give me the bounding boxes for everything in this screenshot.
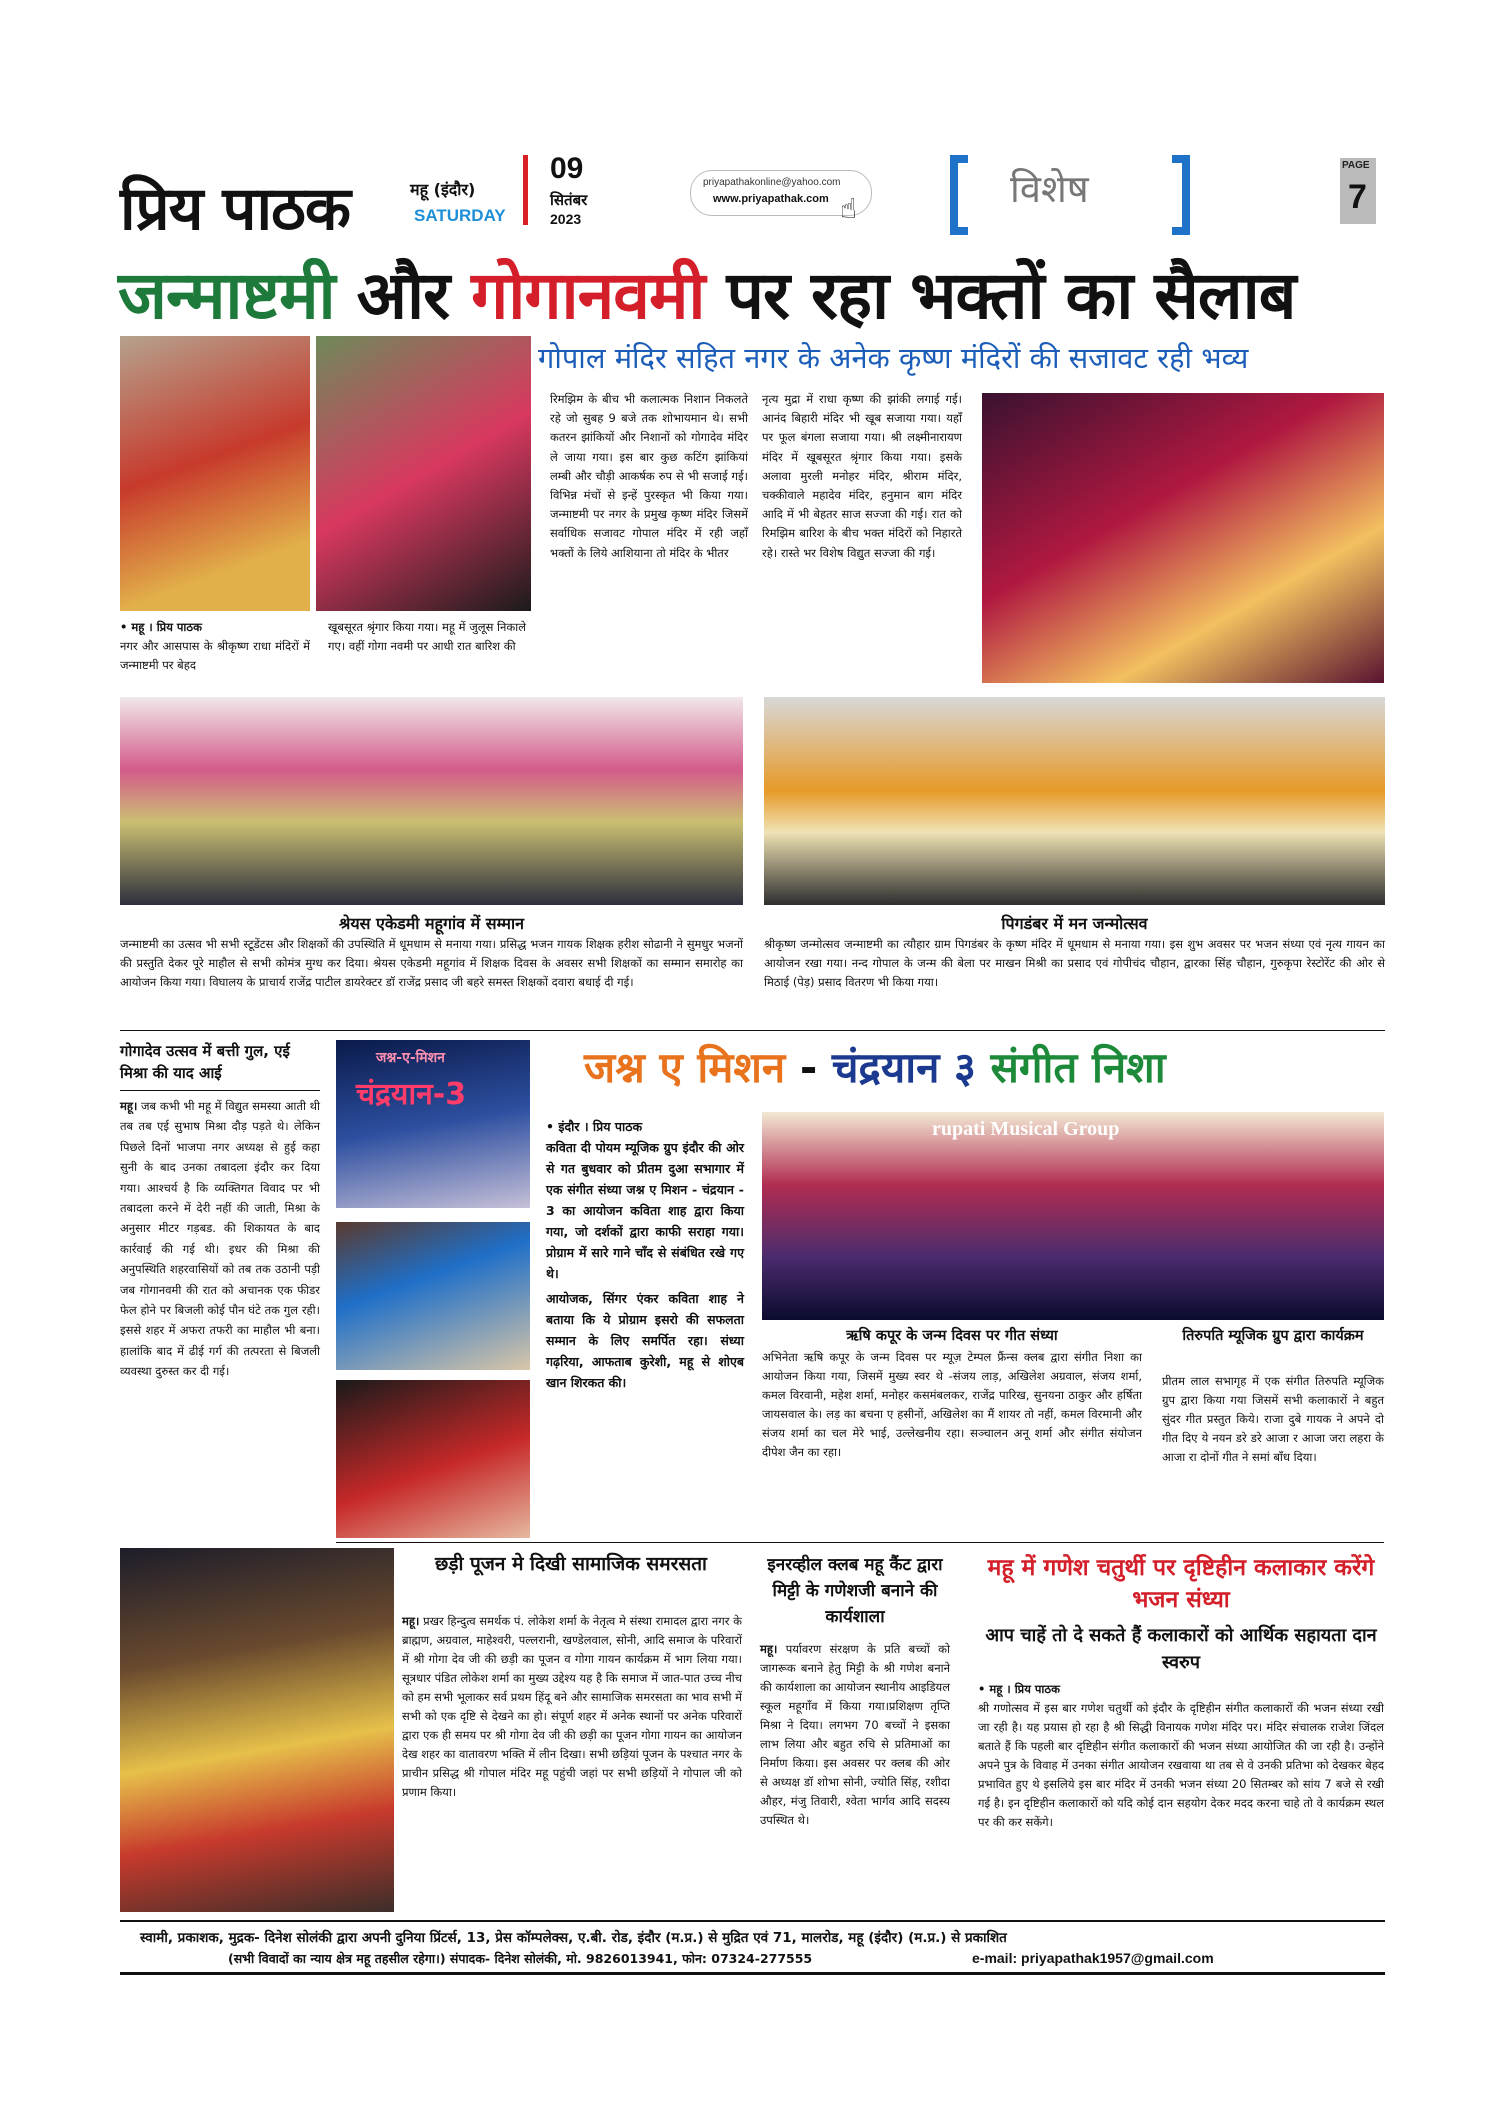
- concert-body-1: कविता दी पोयम म्यूजिक ग्रुप इंदौर की ओर से गत बुधवार को प्रीतम दुआ सभागार में एक संगीत संध्या जश्न ए मिशन - चंद्रयान - 3 का आयोजन कविता शाह द्वारा किया गया, जो दर्शकों द्वारा काफी सराहा गया। प्रोग्राम में सारे गाने चाँद से संबंधित रखे गए थे।: [546, 1140, 744, 1281]
- poster-line-2: चंद्रयान-3: [356, 1077, 467, 1112]
- contact-website: www.priyapathak.com: [713, 193, 829, 205]
- innerwheel-body: पर्यावरण संरक्षण के प्रति बच्चों को जागरूक बनाने हेतु मिट्टी के श्री गणेश बनाने की कार्यशाला का आयोजन स्थानीय आइडियल स्कूल महूगाँव में किया गया।प्रशिक्षण तृप्ति मिश्रा ने दिया। लगभग 70 बच्चों ने इसका लाभ लिया और बहुत रुचि से प्रतिमाओं का निर्माण किया। इस अवसर पर क्लब की ओर से अध्यक्ष डॉ शोभा सोनी, ज्योति सिंह, रशीदा औहर, मंजु तिवारी, श्वेता भार्गव आदि सदस्य उपस्थित थे।: [760, 1642, 950, 1827]
- page-number: 7: [1348, 178, 1367, 216]
- janmashtami-subhead: गोपाल मंदिर सहित नगर के अनेक कृष्ण मंदिरों की सजावट रही भव्य: [538, 341, 1249, 375]
- innerwheel-lead: महू।: [760, 1642, 778, 1656]
- janmashtami-col-1-text: नगर और आसपास के श्रीकृष्ण राधा मंदिरों में जन्माष्टमी पर बेहद: [120, 639, 310, 673]
- gogadev-lead: महू।: [120, 1099, 138, 1113]
- headline-part-and: और: [334, 257, 472, 334]
- edition-day: SATURDAY: [414, 206, 506, 225]
- gogadev-rule: [120, 1090, 320, 1091]
- chhadi-title: छड़ी पूजन मे दिखी सामाजिक समरसता: [435, 1553, 707, 1575]
- concert-title-dash: -: [785, 1043, 832, 1092]
- janmashtami-col-3: रिमझिम के बीच भी कलात्मक निशान निकलते रहे जो सुबह 9 बजे तक शोभायमान थे। सभी कतरन झांकियों और निशानों को गोगादेव मंदिर ले जाया गया। इस बार कुछ कटिंग झांकियां लम्बी और चौड़ी आकर्षक रुप से भी सजाई गई। विभिन्न मंचों से इन्हें पुरस्कृत भी किया गया। जन्माष्टमी पर नगर के प्रमुख कृष्ण मंदिर जिसमें सर्वाधिक सजावट गोपाल मंदिर में रही जहाँ भक्तों के लिये आशियाना तो मंदिर के भीतर: [550, 392, 748, 560]
- chhadi-body: प्रखर हिन्दुत्व समर्थक पं. लोकेश शर्मा के नेतृत्व मे संस्था रामादल द्वारा नगर के ब्राह्मण, अग्रवाल, माहेश्वरी, पल्लरानी, खण्डेलवाल, सोनी, आदि समाज के परिवारों में श्री गोगा देव जी की छड़ी का पूजन व गोगा गायन कार्यक्रम में भाग लिया गया। सूत्रधार पंडित लोकेश शर्मा का मुख्य उद्देश्य यह है कि समाज में जात-पात उच्च नीच को हम सभी भूलाकर सर्व प्रथम हिंदू बने और सामाजिक समरसता का भाव सभी में सभी को एक दृष्टि से देखने का हो। संपूर्ण शहर में अनेक स्थानों पर अनेक परिवारों द्वारा एक ही समय पर श्री गोगा देव जी की छड़ी का पूजन गोगा गायन का आयोजन देख शहर का वातावरण भक्ति में लीन दिखा। सभी छड़ियां पूजन के पश्चात नगर के प्राचीन प्रसिद्ध श्री गोपाल मंदिर महू पहुंची जहां पर सभी छड़ियों ने गोपाल जी को प्रणाम किया।: [402, 1614, 742, 1799]
- headline-part-rest: पर रहा भक्तों का सैलाब: [704, 257, 1296, 334]
- janmashtami-col-4: नृत्य मुद्रा में राधा कृष्ण की झांकी लगाई गई। आनंद बिहारी मंदिर भी खूब सजाया गया। यहाँ पर फूल बंगला सजाया गया। श्री लक्ष्मीनारायण मंदिर में खूबसूरत श्रृंगार किया गया। इसके अलावा मुरली मनोहर मंदिर, श्रीराम मंदिर, चक्कीवाले महादेव मंदिर, हनुमान बाग मंदिर आदि में भी बेहतर साज सज्जा की गई। रात को रिमझिम बारिश के बीच भक्त मंदिरों को निहारते रहे। रास्ते भर विशेष विद्युत सज्जा की गई।: [762, 392, 962, 560]
- concert-title-chandrayaan: चंद्रयान ३: [831, 1043, 976, 1092]
- innerwheel-title: इनरव्हील क्लब महू कैंट द्वारा मिट्टी के गणेशजी बनाने की कार्यशाला: [767, 1555, 943, 1627]
- photo-tirupati-group: [762, 1112, 1384, 1320]
- photo-mother-child-krishna: [316, 336, 531, 611]
- rishi-text: अभिनेता ऋषि कपूर के जन्म दिवस पर म्यूज़ टेम्पल फ्रैंन्स क्लब द्वारा संगीत निशा का आयोजन किया गया, जिसमें मुख्य स्वर थे -संजय लाड़, अखिलेश अग्रवाल, संजय शर्मा, कमल विरवानी, महेश शर्मा, मनोहर कसमंबलकर, राजेंद्र पारिख, सुनयना ठाकुर और हर्षिता जायसवाल के। लड़ का बचना ए हसीनों, अखिलेश का मैं शायर तो नहीं, कमल विरमानी और संजय शर्मा का चल मेरे भाई, उल्लेखनीय रहा। सञ्चालन अनू शर्मा और संगीत संयोजन दीपेश जैन का रहा।: [762, 1350, 1142, 1459]
- ganesh-text-block: [978, 1680, 1384, 1832]
- ganesh-dateline: • महू । प्रिय पाठक: [978, 1682, 1060, 1696]
- banner-text: rupati Musical Group: [932, 1118, 1120, 1140]
- divider-row-4: [336, 1542, 1384, 1543]
- headline-part-goganavami: गोगानवमी: [471, 257, 705, 334]
- rishi-title: ऋषि कपूर के जन्म दिवस पर गीत संध्या: [846, 1328, 1058, 1344]
- photo-pigdambar-celebration: [764, 697, 1385, 905]
- footer-email: e-mail: priyapathak1957@gmail.com: [972, 1950, 1214, 1966]
- section-bracket-left: [950, 155, 968, 235]
- photo-child-krishna: [120, 336, 310, 611]
- edition-date-month: सितंबर: [550, 191, 588, 209]
- page-label: PAGE: [1342, 160, 1370, 171]
- section-name: विशेष: [1010, 167, 1089, 211]
- poster-line-1: जश्न-ए-मिशन: [376, 1050, 445, 1066]
- footer-editor-line: (सभी विवादों का न्याय क्षेत्र महू तहसील रहेगा।) संपादक- दिनेश सोलंकी, मो. 9826013941, फोन: 07324-277555: [228, 1951, 813, 1966]
- contact-email: priyapathakonline@yahoo.com: [703, 177, 841, 188]
- innerwheel-text: [760, 1640, 950, 1830]
- gogadev-body: जब कभी भी महू में विद्युत समस्या आती थी तब तब एई सुभाष मिश्रा दौड़ पड़ते थे। लेकिन पिछले दिनों भाजपा नगर अध्यक्ष से हुई कहा सुनी के बाद उनका तबादला इंदौर कर दिया गया। आश्चर्य है कि व्यक्तिगत विवाद पर भी तबादला करने में देरी नहीं की जाती, मिश्रा के अनुसार मीटर गड़बड. की शिकायत के बाद कार्रवाई की गई थी। इधर की मिश्रा की अनुपस्थिति शहरवासियों को तब तक उठानी पड़ी जब गोगानवमी की रात को अचानक एक फीडर फेल होने पर बिजली कोई पौन घंटे तक गुल रही। इससे शहर में अफरा तफरी का माहौल भी बना। हालांकि बाद में ढीई गर्ग की तत्परता से बिजली व्यवस्था दुरुस्त कर दी गई।: [120, 1099, 320, 1379]
- janmashtami-dateline: • महू । प्रिय पाठक: [120, 620, 202, 634]
- photo-chhadi-puja: [120, 1548, 394, 1912]
- shreyas-text: जन्माष्टमी का उत्सव भी सभी स्टूडेंटस और शिक्षकों की उपस्थिति में धूमधाम से मनाया गया। प्रसिद्ध भजन गायक शिक्षक हरीश सोढानी ने सुमधुर भजनों की प्रस्तुति देकर पूरे माहौल से सभी कोमंत्र मुग्ध कर दिया। श्रेयस एकेडमी महूगांव में शिक्षक दिवस के अवसर सभी शिक्षकों का सम्मान समारोह का आयोजन किया गया। विघालय के प्राचार्य राजेंद्र पाटील डायरेक्टर डॉ राजेंद्र प्रसाद जी बहरे समस्त शिक्षकों दवारा बधाई दी गई।: [120, 937, 743, 989]
- pigdambar-text: श्रीकृष्ण जन्मोत्सव जन्माष्टमी का त्यौहार ग्राम पिगडंबर के कृष्ण मंदिर में धूमधाम से मनाया गया। इस शुभ अवसर पर भजन संध्या एवं नृत्य गायन का आयोजन रखा गया। नन्द गोपाल के जन्म की बेला पर माखन मिश्री का प्रसाद एवं गोपीचंद चौहान, द्वारका सिंह चौहान, गुरुकृपा रेस्टोरेंट की ओर से मिठाई (पेड़) प्रसाद वितरण भी किया गया।: [764, 937, 1385, 989]
- shreyas-title: श्रेयस एकेडमी महूगांव में सम्मान: [339, 914, 524, 933]
- photo-shreyas-academy: [120, 697, 743, 905]
- photo-singers: [336, 1222, 530, 1370]
- tirupati-title: तिरुपति म्यूजिक ग्रुप द्वारा कार्यक्रम: [1182, 1328, 1364, 1344]
- concert-headline: [584, 1038, 1166, 1095]
- pigdambar-title: पिगडंबर में मन जन्मोत्सव: [1001, 914, 1148, 933]
- edition-date-year: 2023: [550, 211, 582, 227]
- divider-row-3: [120, 1030, 1385, 1031]
- masthead-divider: [523, 155, 528, 225]
- photo-temple-decoration: [982, 393, 1384, 683]
- concert-dateline: • इंदौर । प्रिय पाठक: [546, 1119, 643, 1134]
- concert-body-2: आयोजक, सिंगर एंकर कविता शाह ने बताया कि ये प्रोग्राम इसरो की सफलता सम्मान के लिए समर्पित रहा। संध्या गढ़रिया, आफताब कुरेशी, महू से शोएब खान शिरकत की।: [546, 1291, 744, 1390]
- footer-publisher-line: स्वामी, प्रकाशक, मुद्रक- दिनेश सोलंकी द्वारा अपनी दुनिया प्रिंटर्स, 13, प्रेस कॉम्पलेक्स, ए.बी. रोड, इंदौर (म.प्र.) से मुद्रित एवं 71, मालरोड, महू (इंदौर) (म.प्र.) से प्रकाशित: [140, 1930, 1007, 1946]
- ganesh-subtitle: आप चाहें तो दे सकते हैं कलाकारों को आर्थिक सहायता दान स्वरुप: [985, 1625, 1377, 1673]
- ganesh-text: श्री गणोत्सव में इस बार गणेश चतुर्थी को इंदौर के दृष्टिहीन संगीत कलाकारों की भजन संध्या रखी जा रही है। यह प्रयास हो रहा है श्री सिद्धी विनायक गणेश मंदिर पर। मंदिर संचालक राजेश जिंदल बताते हैं कि पहली बार दृष्टिहीन संगीत कलाकारों की भजन संध्या आयोजित की जा रही है। उन्होंने अपने पुत्र के विवाह में उनका संगीत आयोजन रखवाया था तब से वे उनकी प्रतिभा को देखकर बेहद प्रभावित हुए थे इसलिये इस बार मंदिर में उनकी भजन संध्या 20 सितम्बर को सांय 7 बजे से रखी गई है। इन दृष्टिहीन कलाकारों को यदि कोई दान सहयोग देकर मदद करना चाहे तो वे कार्यक्रम स्थल पर की कर सकेंगे।: [978, 1701, 1384, 1829]
- chhadi-text: [402, 1612, 742, 1802]
- main-headline: [118, 248, 1295, 338]
- edition-place: महू (इंदौर): [410, 180, 476, 199]
- ganesh-title: महू में गणेश चतुर्थी पर दृष्टिहीन कलाकार करेंगे भजन संध्या: [987, 1555, 1375, 1613]
- concert-col-1: [546, 1116, 744, 1393]
- concert-title-jashn: जश्न ए मिशन: [584, 1043, 786, 1092]
- page-number-box: [1340, 158, 1376, 224]
- janmashtami-col-1: [120, 618, 310, 676]
- concert-title-sangeet: संगीत निशा: [975, 1043, 1166, 1092]
- footer-rule-top: [120, 1920, 1385, 1922]
- photo-singer-mic: [336, 1380, 530, 1538]
- pointing-hand-icon: ☝: [840, 192, 858, 225]
- newspaper-logo: प्रिय पाठक: [120, 174, 350, 244]
- footer-rule-bottom: [120, 1972, 1385, 1975]
- section-bracket-right: [1172, 155, 1190, 235]
- tirupati-text: प्रीतम लाल सभागृह में एक संगीत तिरुपति म्यूजिक ग्रुप द्वारा किया गया जिसमें सभी कलाकारों ने बहुत सुंदर गीत प्रस्तुत किये। राजा दुबे गायक ने अपने दो गीत दिए ये नयन डरे डरे आजा र आजा जरा लहरा के आजा रा दोनों गीत ने समां बाँध दिया।: [1162, 1374, 1384, 1464]
- photo-concert-poster: [336, 1040, 530, 1208]
- headline-part-janmashtami: जन्माष्टमी: [118, 257, 335, 334]
- edition-date-number: 09: [550, 152, 584, 185]
- chhadi-lead: महू।: [402, 1614, 420, 1628]
- gogadev-title: गोगादेव उत्सव में बत्ती गुल, एई मिश्रा की याद आई: [120, 1042, 290, 1082]
- janmashtami-col-2: खूबसूरत श्रृंगार किया गया। महू में जुलूस निकाले गए। वहीं गोगा नवमी पर आधी रात बारिश की: [328, 620, 526, 654]
- gogadev-text: [120, 1096, 320, 1382]
